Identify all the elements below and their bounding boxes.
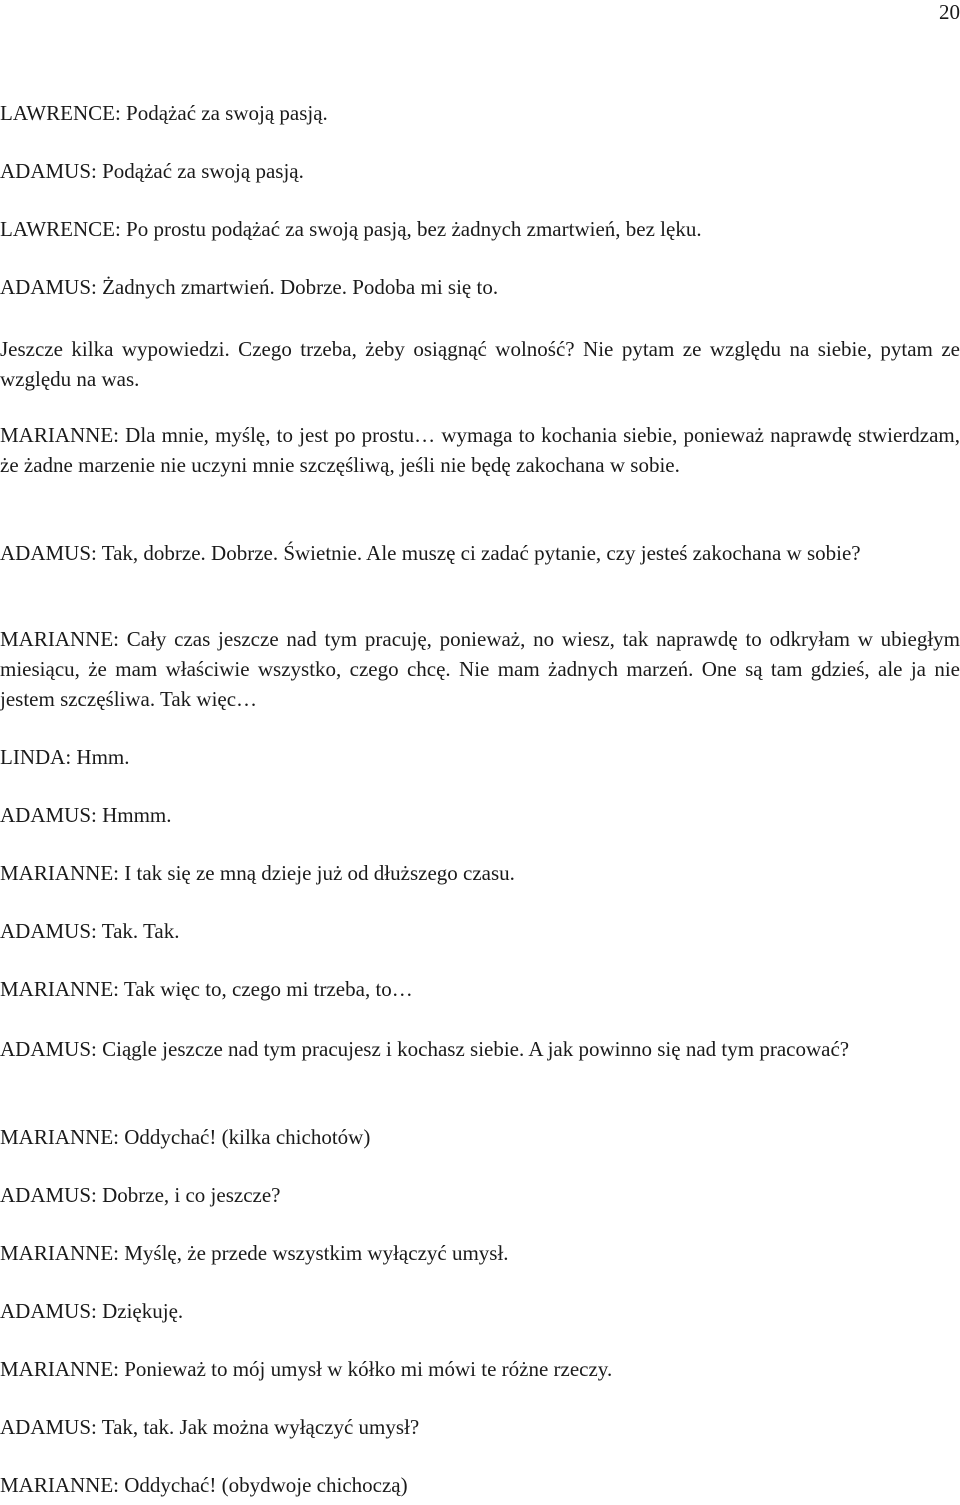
paragraph: ADAMUS: Dobrze, i co jeszcze? bbox=[0, 1183, 281, 1207]
paragraph: MARIANNE: Oddychać! (kilka chichotów) bbox=[0, 1125, 371, 1149]
paragraph: ADAMUS: Dziękuję. bbox=[0, 1299, 184, 1323]
paragraph: Jeszcze kilka wypowiedzi. Czego trzeba, żeby osiągnąć wolność? Nie pytam ze względu na siebie, pytam ze względu na was. bbox=[0, 337, 960, 391]
paragraph: LINDA: Hmm. bbox=[0, 745, 130, 769]
paragraph: MARIANNE: Ponieważ to mój umysł w kółko mi mówi te różne rzeczy. bbox=[0, 1357, 613, 1381]
paragraph: ADAMUS: Ciągle jeszcze nad tym pracujesz i kochasz siebie. A jak powinno się nad tym pracować? bbox=[0, 1037, 850, 1061]
paragraph: MARIANNE: Tak więc to, czego mi trzeba, to… bbox=[0, 977, 413, 1001]
paragraph: ADAMUS: Tak, dobrze. Dobrze. Świetnie. Ale muszę ci zadać pytanie, czy jesteś zakochana w sobie? bbox=[0, 541, 861, 565]
paragraph: MARIANNE: Cały czas jeszcze nad tym pracuję, ponieważ, no wiesz, tak naprawdę to odkryłam w ubiegłym miesiącu, że mam właściwie wszystko, czego chcę. Nie mam żadnych marzeń. One są tam gdzieś, ale ja nie jestem szczęśliwa. Tak więc… bbox=[0, 627, 960, 711]
paragraph: MARIANNE: Oddychać! (obydwoje chichoczą) bbox=[0, 1473, 408, 1497]
paragraph: ADAMUS: Podążać za swoją pasją. bbox=[0, 159, 304, 183]
paragraph: LAWRENCE: Podążać za swoją pasją. bbox=[0, 101, 328, 125]
paragraph: MARIANNE: I tak się ze mną dzieje już od dłuższego czasu. bbox=[0, 861, 515, 885]
paragraph: LAWRENCE: Po prostu podążać za swoją pasją, bez żadnych zmartwień, bez lęku. bbox=[0, 217, 702, 241]
paragraph: MARIANNE: Dla mnie, myślę, to jest po prostu… wymaga to kochania siebie, ponieważ naprawdę stwierdzam, że żadne marzenie nie uczyni mnie szczęśliwą, jeśli nie będę zakochana w sobie. bbox=[0, 423, 960, 477]
paragraph: MARIANNE: Myślę, że przede wszystkim wyłączyć umysł. bbox=[0, 1241, 509, 1265]
page-number: 20 bbox=[939, 0, 960, 24]
paragraph: ADAMUS: Żadnych zmartwień. Dobrze. Podoba mi się to. bbox=[0, 275, 499, 299]
paragraph: ADAMUS: Tak. Tak. bbox=[0, 919, 180, 943]
paragraph: ADAMUS: Hmmm. bbox=[0, 803, 172, 827]
paragraph: ADAMUS: Tak, tak. Jak można wyłączyć umysł? bbox=[0, 1415, 420, 1439]
